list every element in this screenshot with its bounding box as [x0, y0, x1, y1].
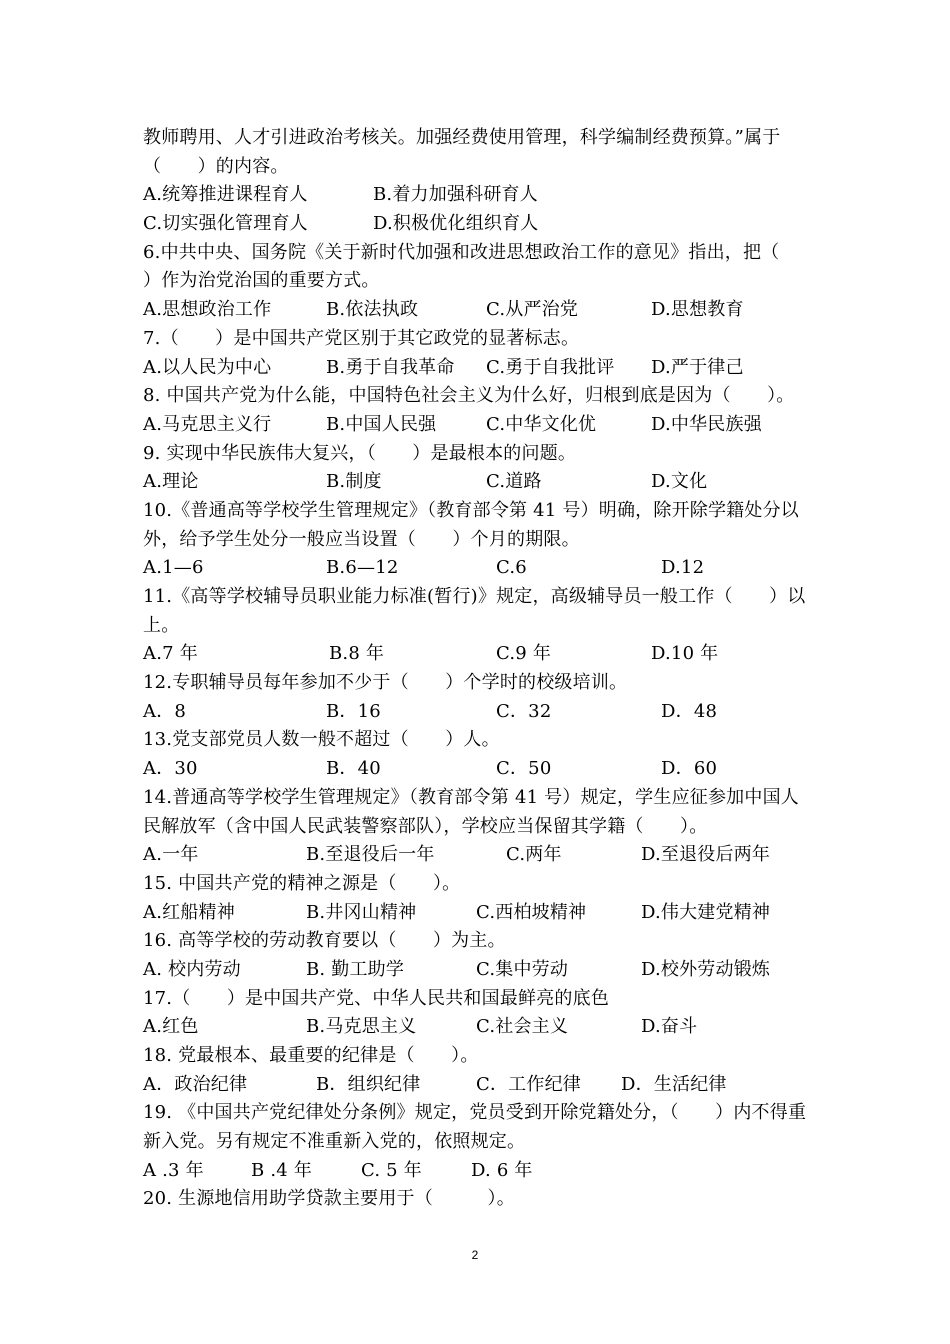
answer-option: C.切实强化管理育人: [143, 213, 308, 235]
answer-option: A．8: [143, 700, 187, 722]
answer-option: A .3 年: [143, 1159, 204, 1181]
question-text-line: 19. 《中国共产党纪律处分条例》规定，党员受到开除党籍处分，（ ）内不得重: [143, 1102, 807, 1124]
answer-option: D．48: [661, 700, 718, 722]
answer-option: D.校外劳动锻炼: [641, 958, 771, 980]
answer-option: D.中华民族强: [651, 413, 762, 435]
answer-option: C.社会主义: [476, 1016, 569, 1038]
question-text-line: 外，给予学生处分一般应当设置（ ）个月的期限。: [143, 528, 580, 550]
question-text-line: 8. 中国共产党为什么能，中国特色社会主义为什么好，归根到底是因为（ ）。: [143, 385, 795, 407]
answer-option: B.制度: [326, 471, 382, 493]
answer-option: A.马克思主义行: [143, 413, 272, 435]
answer-option: B.井冈山精神: [306, 901, 417, 923]
answer-option: D．60: [661, 758, 718, 780]
answer-options-row: [143, 181, 813, 210]
question-text-line: 12.专职辅导员每年参加不少于（ ）个学时的校级培训。: [143, 672, 628, 694]
answer-option: D.严于律己: [651, 356, 744, 378]
answer-option: C.集中劳动: [476, 958, 569, 980]
answer-option: B．40: [326, 758, 381, 780]
question-text-line: 20. 生源地信用助学贷款主要用于（ ）。: [143, 1188, 515, 1210]
answer-option: C．32: [496, 700, 552, 722]
answer-option: C.从严治党: [486, 299, 579, 321]
answer-options-row: [143, 640, 813, 669]
answer-option: C.6: [496, 557, 527, 579]
answer-option: B.着力加强科研育人: [373, 184, 538, 206]
answer-option: D.奋斗: [641, 1016, 698, 1038]
answer-option: A. 校内劳动: [143, 958, 241, 980]
answer-options-row: [143, 1071, 813, 1100]
answer-options-row: [143, 554, 813, 583]
question-text-line: 17.（ ）是中国共产党、中华人民共和国最鲜亮的底色: [143, 987, 610, 1009]
answer-option: B .4 年: [251, 1159, 313, 1181]
answer-options-row: [143, 956, 813, 985]
answer-options-row: [143, 296, 813, 325]
question-text-line: 6.中共中央、国务院《关于新时代加强和改进思想政治工作的意见》指出，把（: [143, 241, 780, 263]
answer-options-row: [143, 755, 813, 784]
question-text-line: 9. 实现中华民族伟大复兴，（ ）是最根本的问题。: [143, 442, 577, 464]
answer-option: A.以人民为中心: [143, 356, 272, 378]
answer-option: B.8 年: [329, 643, 385, 665]
answer-option: A.红色: [143, 1016, 199, 1038]
question-text-line: ）作为治党治国的重要方式。: [143, 270, 380, 292]
answer-options-row: [143, 468, 813, 497]
answer-option: A.7 年: [143, 643, 198, 665]
page-number: 2: [471, 1248, 479, 1262]
question-text-line: 教师聘用、人才引进政治考核关。加强经费使用管理，科学编制经费预算。”属于: [143, 127, 781, 148]
answer-option: B.勇于自我革命: [326, 356, 455, 378]
answer-option: C.西柏坡精神: [476, 901, 587, 923]
answer-option: D．生活纪律: [621, 1073, 727, 1095]
question-text-line: 7.（ ）是中国共产党区别于其它政党的显著标志。: [143, 327, 580, 349]
answer-option: C.道路: [486, 471, 542, 493]
question-text-line: 16. 高等学校的劳动教育要以（ ）为主。: [143, 930, 506, 952]
answer-option: B.马克思主义: [306, 1016, 417, 1038]
answer-options-row: [143, 411, 813, 440]
answer-option: A.一年: [143, 844, 199, 866]
answer-options-row: [143, 698, 813, 727]
answer-options-row: [143, 899, 813, 928]
answer-options-row: [143, 210, 813, 239]
question-text-line: 11.《高等学校辅导员职业能力标准(暂行)》规定，高级辅导员一般工作（ ）以: [143, 586, 806, 607]
answer-option: C.勇于自我批评: [486, 356, 615, 378]
answer-option: C.中华文化优: [486, 413, 597, 435]
answer-option: C．50: [496, 758, 552, 780]
answer-option: D. 6 年: [471, 1159, 533, 1181]
answer-options-row: [143, 1157, 813, 1186]
question-text-line: 新入党。另有规定不准重新入党的，依照规定。: [143, 1131, 526, 1153]
answer-option: A.理论: [143, 471, 199, 493]
answer-option: B.至退役后一年: [306, 844, 435, 866]
answer-option: A.思想政治工作: [143, 299, 272, 321]
answer-option: A.1—6: [143, 557, 204, 579]
question-text-line: 10.《普通高等学校学生管理规定》（教育部令第 41 号）明确，除开除学籍处分以: [143, 499, 799, 521]
answer-options-row: [143, 354, 813, 383]
answer-option: D.10 年: [651, 643, 719, 665]
question-text-line: 14.普通高等学校学生管理规定》（教育部令第 41 号）规定，学生应征参加中国人: [143, 786, 799, 808]
answer-option: C.9 年: [496, 643, 552, 665]
question-text-line: 13.党支部党员人数一般不超过（ ）人。: [143, 729, 500, 751]
answer-option: A．政治纪律: [143, 1073, 248, 1095]
answer-option: B. 勤工助学: [306, 958, 405, 980]
answer-option: B.中国人民强: [326, 413, 437, 435]
question-list: [143, 124, 813, 1214]
answer-option: D.积极优化组织育人: [373, 213, 539, 235]
answer-options-row: [143, 1013, 813, 1042]
question-text-line: 民解放军（含中国人民武装警察部队），学校应当保留其学籍（ ）。: [143, 815, 708, 837]
answer-option: D.文化: [651, 471, 708, 493]
question-text-line: 上。: [143, 614, 180, 636]
answer-option: D.至退役后两年: [641, 844, 771, 866]
answer-option: B.依法执政: [326, 299, 419, 321]
question-text-line: （ ）的内容。: [143, 155, 289, 177]
answer-option: A.统筹推进课程育人: [143, 184, 308, 206]
answer-option: B．组织纪律: [316, 1073, 421, 1095]
answer-option: B.6—12: [326, 557, 399, 579]
answer-option: B．16: [326, 700, 381, 722]
question-text-line: 18. 党最根本、最重要的纪律是（ ）。: [143, 1045, 479, 1066]
answer-option: D.12: [661, 557, 705, 579]
answer-option: A．30: [143, 758, 198, 780]
answer-option: D.伟大建党精神: [641, 901, 771, 923]
answer-option: C．工作纪律: [476, 1073, 581, 1095]
question-text-line: 15. 中国共产党的精神之源是（ ）。: [143, 872, 461, 894]
answer-option: A.红船精神: [143, 901, 235, 923]
answer-options-row: [143, 841, 813, 870]
answer-option: C.两年: [506, 844, 562, 866]
answer-option: D.思想教育: [651, 299, 744, 321]
answer-option: C. 5 年: [361, 1159, 422, 1181]
